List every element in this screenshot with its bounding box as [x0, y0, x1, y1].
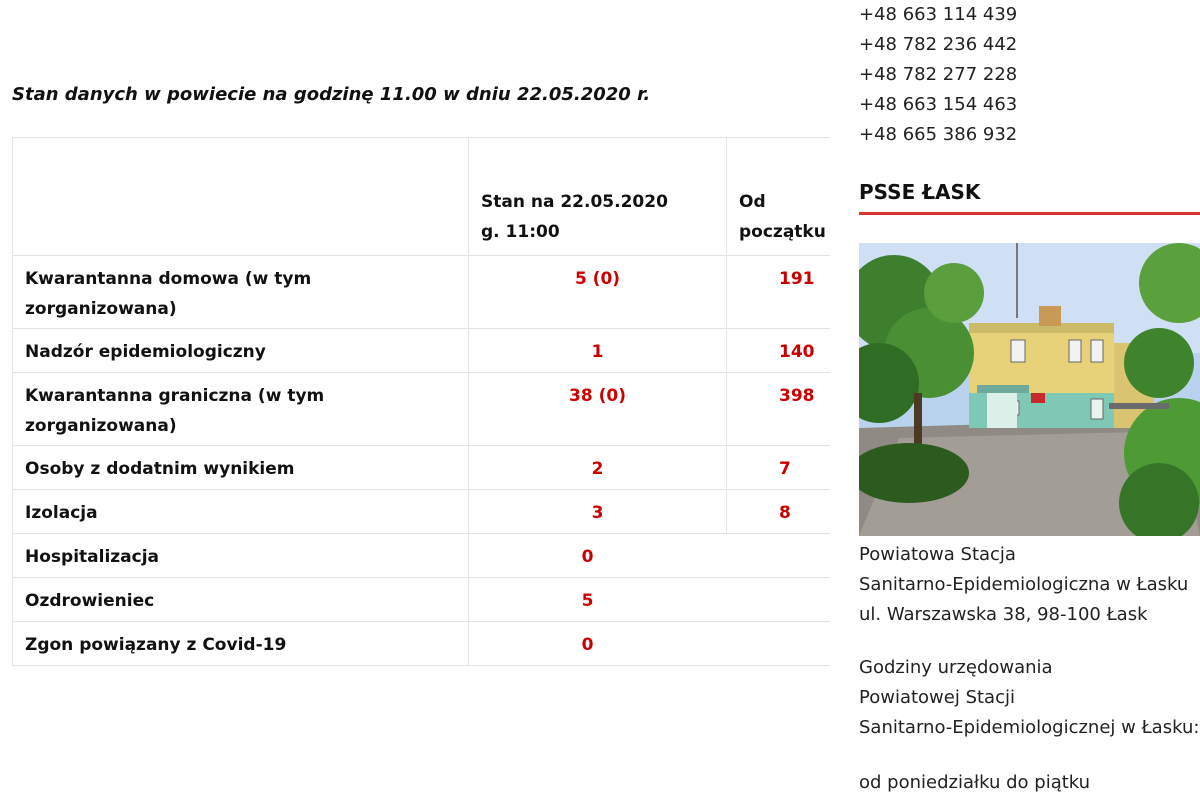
table-row	[13, 578, 831, 622]
row-total-value: 140	[727, 329, 831, 373]
hours-line1: Godziny urzędowania	[859, 657, 1053, 678]
table-row	[13, 490, 831, 534]
hours-line2: Powiatowej Stacji	[859, 687, 1015, 708]
phone-list	[859, 0, 1017, 150]
row-label: Hospitalizacja	[13, 534, 469, 578]
office-hours-block	[859, 653, 1199, 743]
row-total-value: 8	[727, 490, 831, 534]
row-merged-value: 5	[469, 578, 831, 622]
hours-line3: Sanitarno-Epidemiologicznej w Łasku:	[859, 717, 1200, 738]
table-header-row	[13, 138, 831, 256]
row-merged-value: 0	[469, 622, 831, 666]
row-label: Izolacja	[13, 490, 469, 534]
header-current-line2: g. 11:00	[481, 222, 560, 242]
phone-number[interactable]: +48 782 236 442	[859, 34, 1018, 55]
phone-number[interactable]: +48 663 114 439	[859, 4, 1018, 25]
row-merged-value: 0	[469, 534, 831, 578]
header-total-line1: Od	[739, 192, 766, 212]
row-total-value: 191	[727, 256, 831, 329]
address-line1: Powiatowa Stacja	[859, 544, 1016, 565]
row-label-line1: Kwarantanna domowa (w tym	[25, 269, 312, 289]
row-current-value: 38 (0)	[469, 373, 727, 446]
table-row	[13, 622, 831, 666]
table-row	[13, 373, 831, 446]
row-label: Zgon powiązany z Covid-19	[13, 622, 469, 666]
building-photo-image	[859, 243, 1200, 536]
row-total-value: 7	[727, 446, 831, 490]
row-label-line2: zorganizowana)	[25, 416, 177, 436]
phone-number[interactable]: +48 663 154 463	[859, 94, 1018, 115]
row-current-value: 1	[469, 329, 727, 373]
row-label	[13, 373, 469, 446]
header-current-cell	[469, 138, 727, 256]
row-label: Osoby z dodatnim wynikiem	[13, 446, 469, 490]
table-row	[13, 446, 831, 490]
table-row	[13, 256, 831, 329]
row-label-line2: zorganizowana)	[25, 299, 177, 319]
address-line3: ul. Warszawska 38, 98-100 Łask	[859, 604, 1148, 625]
row-current-value: 2	[469, 446, 727, 490]
weekday-text: od poniedziałku do piątku	[859, 772, 1091, 793]
row-label: Nadzór epidemiologiczny	[13, 329, 469, 373]
status-heading: Stan danych w powiecie na godzinę 11.00 w dniu 22.05.2020 r.	[12, 84, 651, 105]
sidebar	[859, 0, 1200, 800]
section-underline	[859, 212, 1200, 215]
stats-table	[12, 137, 830, 666]
address-line2: Sanitarno-Epidemiologiczna w Łasku	[859, 574, 1189, 595]
phone-number[interactable]: +48 665 386 932	[859, 124, 1018, 145]
row-label	[13, 256, 469, 329]
header-total-line2: początku	[739, 222, 826, 242]
table-row	[13, 329, 831, 373]
row-total-value: 398	[727, 373, 831, 446]
row-current-value: 3	[469, 490, 727, 534]
row-current-value: 5 (0)	[469, 256, 727, 329]
row-label-line1: Kwarantanna graniczna (w tym	[25, 386, 325, 406]
table-row	[13, 534, 831, 578]
header-label-cell	[13, 138, 469, 256]
row-label: Ozdrowieniec	[13, 578, 469, 622]
header-total-cell	[727, 138, 831, 256]
address-block	[859, 540, 1188, 630]
building-photo	[859, 243, 1200, 536]
header-current-line1: Stan na 22.05.2020	[481, 192, 668, 212]
stats-table-wrapper	[12, 137, 830, 666]
phone-number[interactable]: +48 782 277 228	[859, 64, 1018, 85]
section-title: PSSE ŁASK	[859, 180, 981, 204]
